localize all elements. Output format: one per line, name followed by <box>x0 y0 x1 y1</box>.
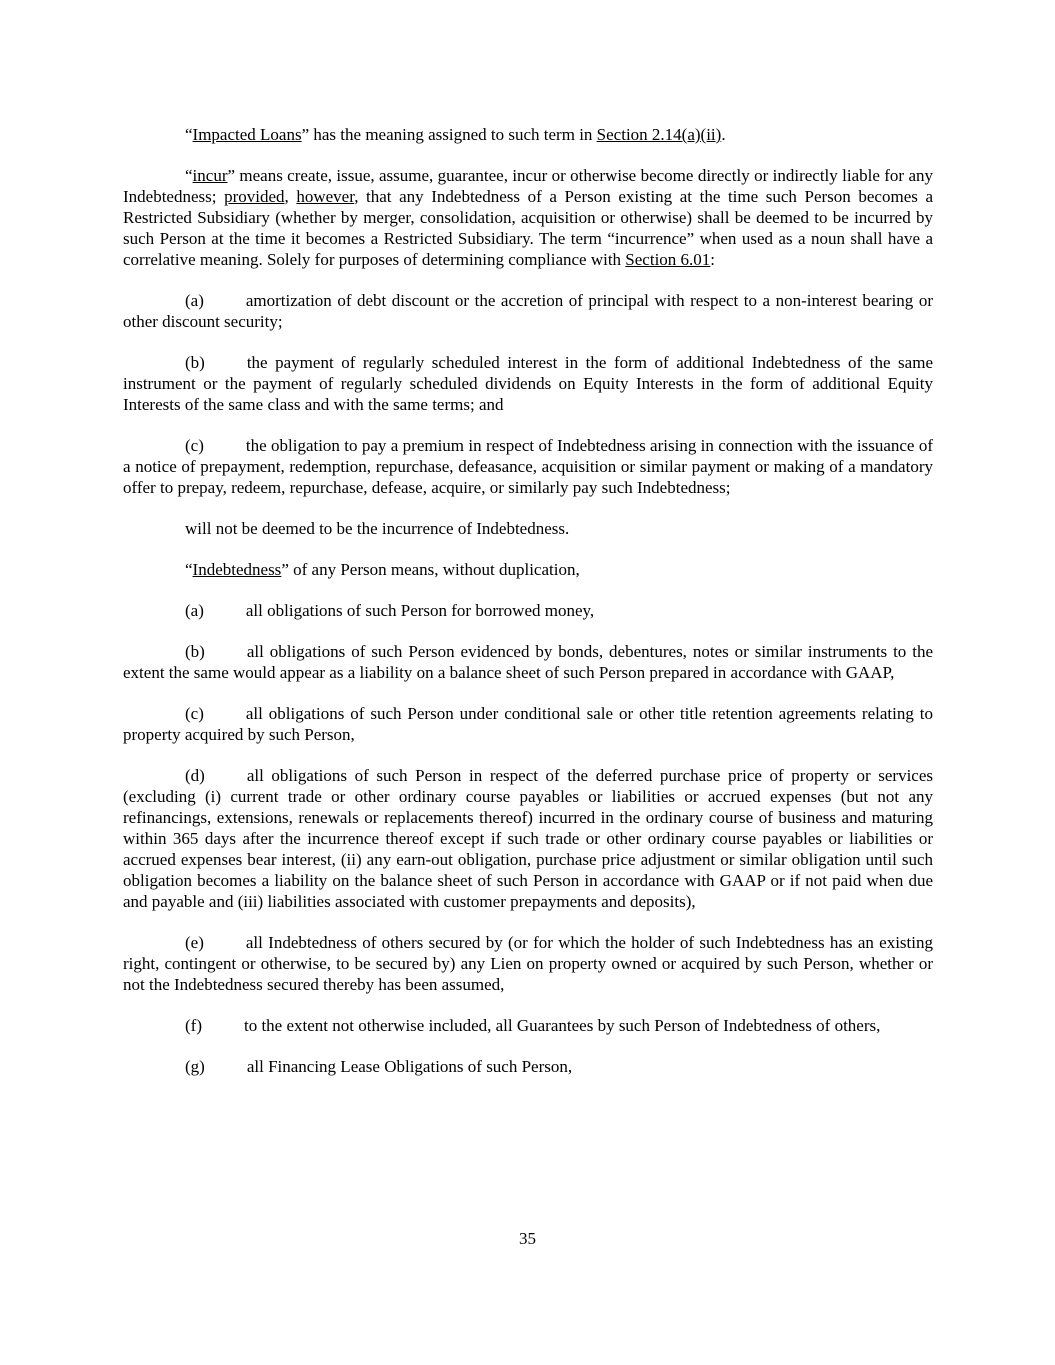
paragraph-text: all Indebtedness of others secured by (or for which the holder of such Indebtedness has an existing right, contingent or otherwise, to be secured by) any Lien on property owned or acquired by such Person, whether or not the Indebtedness secured thereby has been assumed, <box>123 933 933 994</box>
paragraph-label: (d) <box>185 766 205 785</box>
paragraph-text: the obligation to pay a premium in respect of Indebtedness arising in connection with the issuance of a notice of prepayment, redemption, repurchase, defeasance, acquisition or similar payment or making of a mandatory offer to prepay, redeem, repurchase, defease, acquire, or similarly pay such Indebtedness; <box>123 436 933 497</box>
paragraph <box>123 352 933 415</box>
paragraph-label: (a) <box>185 601 204 620</box>
paragraph-label: (f) <box>185 1016 202 1035</box>
paragraph-text: the payment of regularly scheduled interest in the form of additional Indebtedness of the same instrument or the payment of regularly scheduled dividends on Equity Interests in the form of additional Equity Interests of the same class and with the same terms; and <box>123 353 933 414</box>
paragraph-text: all obligations of such Person evidenced by bonds, debentures, notes or similar instruments to the extent the same would appear as a liability on a balance sheet of such Person prepared in accordance with GAAP, <box>123 642 933 682</box>
paragraph <box>123 518 933 539</box>
paragraph-text: amortization of debt discount or the accretion of principal with respect to a non-interest bearing or other discount security; <box>123 291 933 331</box>
paragraph-label: (b) <box>185 353 205 372</box>
paragraph-label: (b) <box>185 642 205 661</box>
paragraph <box>123 932 933 995</box>
paragraph <box>123 641 933 683</box>
paragraph-text: ” of any Person means, without duplication, <box>281 560 580 579</box>
defined-term: Section 2.14(a)(ii) <box>596 125 722 144</box>
paragraph <box>123 1015 933 1036</box>
paragraph-text: “ <box>185 166 193 185</box>
defined-term: Section 6.01 <box>625 250 711 269</box>
paragraph <box>123 290 933 332</box>
paragraph <box>123 703 933 745</box>
defined-term: however <box>296 187 355 206</box>
document-content <box>123 124 933 1097</box>
defined-term: Impacted Loans <box>192 125 302 144</box>
paragraph <box>123 435 933 498</box>
paragraph-label: (a) <box>185 291 204 310</box>
paragraph-text: . <box>721 125 726 144</box>
defined-term: incur <box>192 166 228 185</box>
paragraph <box>123 765 933 912</box>
paragraph <box>123 559 933 580</box>
paragraph-text: , <box>284 187 297 206</box>
paragraph-label: (c) <box>185 436 204 455</box>
paragraph-text: all obligations of such Person in respect of the deferred purchase price of property or services (excluding (i) current trade or other ordinary course payables or liabilities or accrued expenses (but not any refinancings, extensions, renewals or replacements thereof) incurred in the ordinary course of business and maturing within 365 days after the incurrence thereof except if such trade or other ordinary course payables or liabilities or accrued expenses bear interest, (ii) any earn-out obligation, purchase price adjustment or similar obligation until such obligation becomes a liability on the balance sheet of such Person in accordance with GAAP or if not paid when due and payable and (iii) liabilities associated with customer prepayments and deposits), <box>123 766 933 911</box>
paragraph <box>123 1056 933 1077</box>
paragraph-label: (g) <box>185 1057 205 1076</box>
paragraph-label: (e) <box>185 933 204 952</box>
paragraph-text: “ <box>185 560 193 579</box>
paragraph-text: all obligations of such Person under conditional sale or other title retention agreements relating to property acquired by such Person, <box>123 704 933 744</box>
paragraph-text: ” means create, issue, assume, guarantee, incur or otherwise become directly or indirectly liable for any Indebtedness; <box>123 166 933 206</box>
defined-term: Indebtedness <box>192 560 282 579</box>
paragraph <box>123 124 933 145</box>
paragraph-text: all Financing Lease Obligations of such Person, <box>246 1057 573 1076</box>
paragraph-label: (c) <box>185 704 204 723</box>
paragraph-text: all obligations of such Person for borrowed money, <box>245 601 595 620</box>
defined-term: provided <box>224 187 285 206</box>
paragraph-text: ” has the meaning assigned to such term in <box>301 125 597 144</box>
page-number: 35 <box>519 1229 536 1248</box>
paragraph-text: : <box>710 250 716 269</box>
paragraph <box>123 600 933 621</box>
paragraph-text: “ <box>185 125 193 144</box>
paragraph-text: to the extent not otherwise included, all Guarantees by such Person of Indebtedness of others, <box>243 1016 881 1035</box>
paragraph-text: , that any Indebtedness of a Person existing at the time such Person becomes a Restricted Subsidiary (whether by merger, consolidation, acquisition or otherwise) shall be deemed to be incurred by such Person at the time it becomes a Restricted Subsidiary. The term “incurrence” when used as a noun shall have a correlative meaning. Solely for purposes of determining compliance with <box>123 187 933 269</box>
paragraph-text: will not be deemed to be the incurrence of Indebtedness. <box>185 519 570 538</box>
paragraph <box>123 165 933 270</box>
